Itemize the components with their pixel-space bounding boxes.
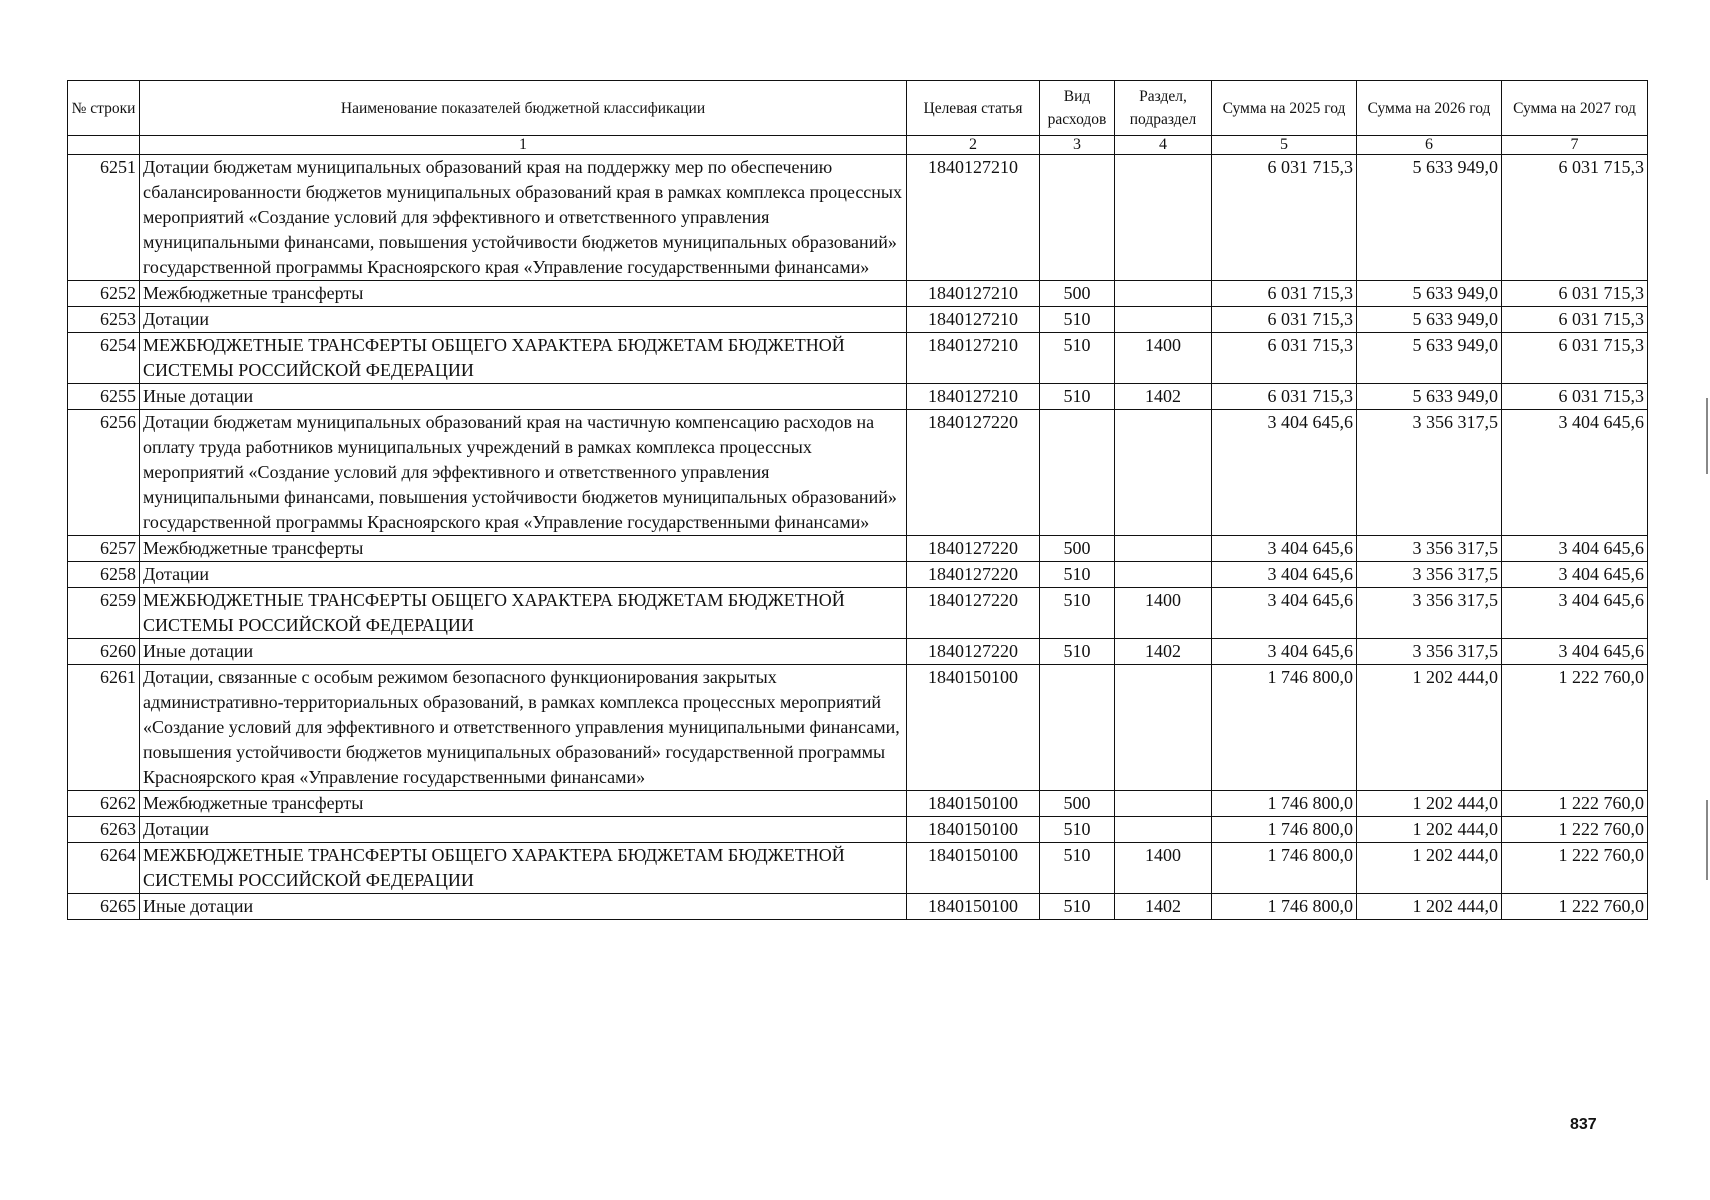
sum-2026: 1 202 444,0 [1357, 894, 1502, 920]
sum-2025: 3 404 645,6 [1212, 536, 1357, 562]
sum-2027: 3 404 645,6 [1502, 639, 1648, 665]
expense-type: 510 [1040, 562, 1115, 588]
header-name: Наименование показателей бюджетной классификации [140, 81, 907, 136]
expense-type: 510 [1040, 843, 1115, 894]
indicator-name: Межбюджетные трансферты [140, 281, 907, 307]
indicator-name: Дотации бюджетам муниципальных образований края на частичную компенсацию расходов на оплату труда работников муниципальных учреждений в рамках комплекса процессных мероприятий «Создание условий для эффективного и ответственного управления муниципальными финансами, повышения устойчивости бюджетов муниципальных образований» государственной программы Красноярского края «Управление государственными финансами» [140, 410, 907, 536]
sum-2026: 5 633 949,0 [1357, 281, 1502, 307]
sum-2026: 5 633 949,0 [1357, 155, 1502, 281]
table-row [68, 536, 1648, 562]
target-article: 1840150100 [907, 817, 1040, 843]
table-row [68, 791, 1648, 817]
indicator-name: Межбюджетные трансферты [140, 536, 907, 562]
expense-type [1040, 665, 1115, 791]
table-row [68, 562, 1648, 588]
table-row [68, 155, 1648, 281]
sum-2026: 1 202 444,0 [1357, 791, 1502, 817]
table-row [68, 639, 1648, 665]
indicator-name: Иные дотации [140, 384, 907, 410]
sum-2025: 3 404 645,6 [1212, 588, 1357, 639]
row-number: 6252 [68, 281, 140, 307]
row-number: 6261 [68, 665, 140, 791]
sum-2026: 3 356 317,5 [1357, 536, 1502, 562]
sum-2025: 3 404 645,6 [1212, 562, 1357, 588]
section-code: 1402 [1115, 894, 1212, 920]
expense-type: 510 [1040, 817, 1115, 843]
expense-type: 500 [1040, 536, 1115, 562]
sum-2027: 1 222 760,0 [1502, 817, 1648, 843]
section-code: 1400 [1115, 333, 1212, 384]
budget-table [67, 80, 1648, 920]
target-article: 1840127210 [907, 281, 1040, 307]
sum-2027: 1 222 760,0 [1502, 791, 1648, 817]
indicator-name: Дотации [140, 562, 907, 588]
section-code [1115, 817, 1212, 843]
target-article: 1840127220 [907, 410, 1040, 536]
indicator-name: Межбюджетные трансферты [140, 791, 907, 817]
indicator-name: Дотации, связанные с особым режимом безопасного функционирования закрытых административно-территориальных образований, в рамках комплекса процессных мероприятий «Создание условий для эффективного и ответственного управления муниципальными финансами, повышения устойчивости бюджетов муниципальных образований» государственной программы Красноярского края «Управление государственными финансами» [140, 665, 907, 791]
header-row [68, 81, 1648, 136]
indicator-name: Дотации [140, 817, 907, 843]
target-article: 1840150100 [907, 843, 1040, 894]
row-number: 6257 [68, 536, 140, 562]
section-code [1115, 307, 1212, 333]
indicator-name: Иные дотации [140, 894, 907, 920]
row-number: 6256 [68, 410, 140, 536]
sum-2025: 6 031 715,3 [1212, 384, 1357, 410]
target-article: 1840127220 [907, 562, 1040, 588]
row-number: 6263 [68, 817, 140, 843]
sum-2027: 6 031 715,3 [1502, 307, 1648, 333]
table-row [68, 410, 1648, 536]
target-article: 1840127220 [907, 588, 1040, 639]
sum-2027: 3 404 645,6 [1502, 562, 1648, 588]
target-article: 1840127220 [907, 639, 1040, 665]
column-number-empty [68, 136, 140, 155]
target-article: 1840150100 [907, 791, 1040, 817]
sum-2027: 3 404 645,6 [1502, 588, 1648, 639]
header-section: Раздел, подраздел [1115, 81, 1212, 136]
indicator-name: МЕЖБЮДЖЕТНЫЕ ТРАНСФЕРТЫ ОБЩЕГО ХАРАКТЕРА БЮДЖЕТАМ БЮДЖЕТНОЙ СИСТЕМЫ РОССИЙСКОЙ ФЕДЕРАЦИИ [140, 843, 907, 894]
section-code [1115, 665, 1212, 791]
table-row [68, 894, 1648, 920]
row-number: 6259 [68, 588, 140, 639]
page-number: 837 [1570, 1116, 1597, 1133]
sum-2027: 6 031 715,3 [1502, 333, 1648, 384]
header-sum-2026: Сумма на 2026 год [1357, 81, 1502, 136]
section-code: 1402 [1115, 639, 1212, 665]
section-code: 1400 [1115, 588, 1212, 639]
column-number-row [68, 136, 1648, 155]
indicator-name: Дотации бюджетам муниципальных образований края на поддержку мер по обеспечению сбалансированности бюджетов муниципальных образований края в рамках комплекса процессных мероприятий «Создание условий для эффективного и ответственного управления муниципальными финансами, повышения устойчивости бюджетов муниципальных образований» государственной программы Красноярского края «Управление государственными финансами» [140, 155, 907, 281]
row-number: 6255 [68, 384, 140, 410]
column-number: 6 [1357, 136, 1502, 155]
sum-2026: 3 356 317,5 [1357, 639, 1502, 665]
target-article: 1840150100 [907, 665, 1040, 791]
column-number: 4 [1115, 136, 1212, 155]
header-target: Целевая статья [907, 81, 1040, 136]
sum-2025: 6 031 715,3 [1212, 155, 1357, 281]
sum-2027: 1 222 760,0 [1502, 843, 1648, 894]
expense-type: 510 [1040, 894, 1115, 920]
table-row [68, 665, 1648, 791]
sum-2027: 3 404 645,6 [1502, 536, 1648, 562]
expense-type: 510 [1040, 588, 1115, 639]
table-row [68, 843, 1648, 894]
scan-edge-mark [1706, 398, 1708, 474]
target-article: 1840127210 [907, 307, 1040, 333]
row-number: 6262 [68, 791, 140, 817]
section-code [1115, 562, 1212, 588]
sum-2025: 1 746 800,0 [1212, 894, 1357, 920]
sum-2025: 1 746 800,0 [1212, 817, 1357, 843]
sum-2025: 1 746 800,0 [1212, 843, 1357, 894]
sum-2025: 1 746 800,0 [1212, 791, 1357, 817]
sum-2026: 1 202 444,0 [1357, 817, 1502, 843]
expense-type: 510 [1040, 639, 1115, 665]
scan-edge-mark [1706, 800, 1708, 880]
target-article: 1840127210 [907, 333, 1040, 384]
sum-2026: 5 633 949,0 [1357, 384, 1502, 410]
expense-type: 500 [1040, 281, 1115, 307]
header-sum-2025: Сумма на 2025 год [1212, 81, 1357, 136]
header-type: Вид расходов [1040, 81, 1115, 136]
column-number: 1 [140, 136, 907, 155]
row-number: 6253 [68, 307, 140, 333]
sum-2025: 3 404 645,6 [1212, 639, 1357, 665]
header-row-no: № строки [68, 81, 140, 136]
table-row [68, 281, 1648, 307]
indicator-name: МЕЖБЮДЖЕТНЫЕ ТРАНСФЕРТЫ ОБЩЕГО ХАРАКТЕРА БЮДЖЕТАМ БЮДЖЕТНОЙ СИСТЕМЫ РОССИЙСКОЙ ФЕДЕРАЦИИ [140, 333, 907, 384]
section-code: 1402 [1115, 384, 1212, 410]
sum-2025: 6 031 715,3 [1212, 281, 1357, 307]
sum-2026: 5 633 949,0 [1357, 333, 1502, 384]
row-number: 6264 [68, 843, 140, 894]
row-number: 6265 [68, 894, 140, 920]
sum-2026: 3 356 317,5 [1357, 562, 1502, 588]
expense-type: 510 [1040, 307, 1115, 333]
sum-2027: 6 031 715,3 [1502, 384, 1648, 410]
section-code: 1400 [1115, 843, 1212, 894]
expense-type [1040, 410, 1115, 536]
sum-2027: 3 404 645,6 [1502, 410, 1648, 536]
sum-2025: 6 031 715,3 [1212, 307, 1357, 333]
sum-2026: 1 202 444,0 [1357, 843, 1502, 894]
section-code [1115, 155, 1212, 281]
section-code [1115, 791, 1212, 817]
sum-2026: 5 633 949,0 [1357, 307, 1502, 333]
table-row [68, 333, 1648, 384]
table-row [68, 307, 1648, 333]
expense-type: 510 [1040, 384, 1115, 410]
sum-2025: 6 031 715,3 [1212, 333, 1357, 384]
indicator-name: Дотации [140, 307, 907, 333]
table-row [68, 384, 1648, 410]
sum-2026: 3 356 317,5 [1357, 588, 1502, 639]
expense-type [1040, 155, 1115, 281]
indicator-name: МЕЖБЮДЖЕТНЫЕ ТРАНСФЕРТЫ ОБЩЕГО ХАРАКТЕРА БЮДЖЕТАМ БЮДЖЕТНОЙ СИСТЕМЫ РОССИЙСКОЙ ФЕДЕРАЦИИ [140, 588, 907, 639]
section-code [1115, 410, 1212, 536]
sum-2025: 1 746 800,0 [1212, 665, 1357, 791]
sum-2027: 1 222 760,0 [1502, 665, 1648, 791]
expense-type: 500 [1040, 791, 1115, 817]
target-article: 1840127210 [907, 384, 1040, 410]
column-number: 7 [1502, 136, 1648, 155]
row-number: 6258 [68, 562, 140, 588]
sum-2027: 1 222 760,0 [1502, 894, 1648, 920]
sum-2027: 6 031 715,3 [1502, 281, 1648, 307]
column-number: 2 [907, 136, 1040, 155]
header-sum-2027: Сумма на 2027 год [1502, 81, 1648, 136]
indicator-name: Иные дотации [140, 639, 907, 665]
section-code [1115, 536, 1212, 562]
row-number: 6254 [68, 333, 140, 384]
target-article: 1840150100 [907, 894, 1040, 920]
table-row [68, 588, 1648, 639]
expense-type: 510 [1040, 333, 1115, 384]
sum-2027: 6 031 715,3 [1502, 155, 1648, 281]
target-article: 1840127220 [907, 536, 1040, 562]
row-number: 6260 [68, 639, 140, 665]
table-row [68, 817, 1648, 843]
sum-2025: 3 404 645,6 [1212, 410, 1357, 536]
sum-2026: 1 202 444,0 [1357, 665, 1502, 791]
section-code [1115, 281, 1212, 307]
sum-2026: 3 356 317,5 [1357, 410, 1502, 536]
row-number: 6251 [68, 155, 140, 281]
column-number: 3 [1040, 136, 1115, 155]
column-number: 5 [1212, 136, 1357, 155]
target-article: 1840127210 [907, 155, 1040, 281]
